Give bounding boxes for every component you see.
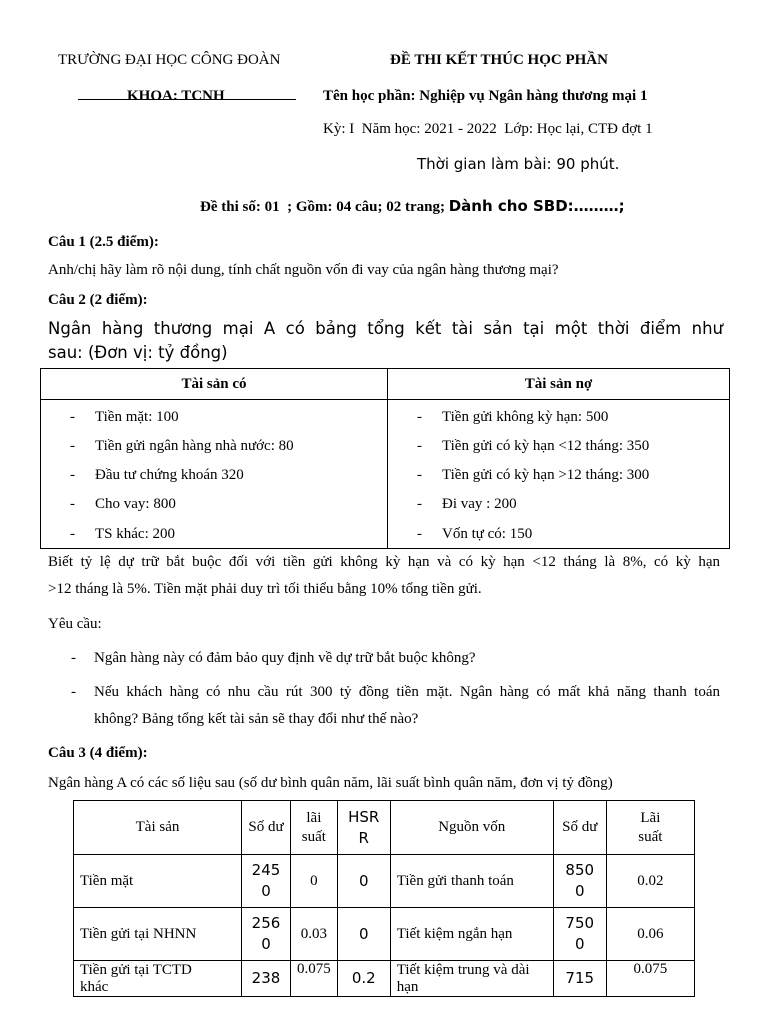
cell-balance2: 750 0 (553, 908, 606, 961)
interest-table (73, 800, 695, 997)
faculty-underline (78, 99, 296, 100)
requirement-2-cont: không? Bảng tổng kết tài sản sẽ thay đổi như thế nào? (94, 711, 419, 727)
header-rate: lãi suất (291, 801, 338, 855)
q1-text: Anh/chị hãy làm rõ nội dung, tính chất nguồn vốn đi vay của ngân hàng thương mại? (48, 262, 559, 278)
cell-balance: 256 0 (242, 908, 291, 961)
q2-intro-line1: Ngân hàng thương mại A có bảng tổng kết tài sản tại một thời điểm như (48, 319, 723, 338)
cell-balance2: 850 0 (553, 855, 606, 908)
header-balance2: Số dư (553, 801, 606, 855)
cell-hsrr: 0 (337, 855, 390, 908)
cell-rate: 0.03 (291, 908, 338, 961)
sbd-label: Dành cho SBD:………; (448, 197, 625, 215)
cell-balance: 245 0 (242, 855, 291, 908)
q2-note-line2: >12 tháng là 5%. Tiền mặt phải duy trì tối thiểu bằng 10% tổng tiền gửi. (48, 581, 482, 597)
q2-note-line1: Biết tỷ lệ dự trữ bắt buộc đối với tiền gửi không kỳ hạn và có kỳ hạn <12 tháng là 8%, có kỳ hạn (48, 554, 720, 570)
assets-cell: - Tiền mặt: 100 - Tiền gửi ngân hàng nhà nước: 80 - Đầu tư chứng khoán 320 - Cho vay: 800 - TS khác: 200 (41, 400, 388, 549)
cell-rate2: 0.075 (606, 961, 694, 997)
cell-rate: 0 (291, 855, 338, 908)
exam-info-line (200, 197, 625, 216)
cell-balance: 238 (242, 961, 291, 997)
course-name: Tên học phần: Nghiệp vụ Ngân hàng thương mại 1 (323, 88, 648, 104)
header-balance: Số dư (242, 801, 291, 855)
q2-title: Câu 2 (2 điểm): (48, 292, 148, 308)
cell-balance2: 715 (553, 961, 606, 997)
cell-source: Tiết kiệm ngắn hạn (390, 908, 553, 961)
cell-source: Tiền gửi thanh toán (390, 855, 553, 908)
cell-source: Tiết kiệm trung và dài hạn (390, 961, 553, 997)
university-name: TRƯỜNG ĐẠI HỌC CÔNG ĐOÀN (58, 52, 281, 68)
exam-duration: Thời gian làm bài: 90 phút. (417, 155, 620, 173)
exam-title: ĐỀ THI KẾT THÚC HỌC PHẦN (390, 52, 608, 68)
balance-sheet-table (40, 368, 730, 549)
header-rate2: Lãi suất (606, 801, 694, 855)
table-row (74, 855, 695, 908)
header-asset: Tài sản (74, 801, 242, 855)
table-row (74, 908, 695, 961)
header-source: Nguồn vốn (390, 801, 553, 855)
cell-hsrr: 0 (337, 908, 390, 961)
col-assets-header: Tài sản có (41, 369, 388, 400)
cell-rate2: 0.06 (606, 908, 694, 961)
q1-title: Câu 1 (2.5 điểm): (48, 234, 159, 250)
term-info: Kỳ: I Năm học: 2021 - 2022 Lớp: Học lại, CTĐ đợt 1 (323, 121, 653, 137)
cell-rate: 0.075 (291, 961, 338, 997)
cell-asset: Tiền gửi tại NHNN (74, 908, 242, 961)
requirements-label: Yêu cầu: (48, 616, 102, 632)
q3-intro: Ngân hàng A có các số liệu sau (số dư bình quân năm, lãi suất bình quân năm, đơn vị tỷ đồng) (48, 775, 613, 791)
header-hsrr: HSR R (337, 801, 390, 855)
cell-hsrr: 0.2 (337, 961, 390, 997)
q3-title: Câu 3 (4 điểm): (48, 745, 148, 761)
cell-rate2: 0.02 (606, 855, 694, 908)
q2-intro-line2: sau: (Đơn vị: tỷ đồng) (48, 343, 228, 362)
table-row (74, 961, 695, 997)
col-liabilities-header: Tài sản nợ (388, 369, 730, 400)
cell-asset: Tiền mặt (74, 855, 242, 908)
cell-asset: Tiền gửi tại TCTD khác (74, 961, 242, 997)
exam-info: Đề thi số: 01 ; Gồm: 04 câu; 02 trang; (200, 199, 445, 215)
faculty-name: KHOA: TCNH (127, 88, 225, 104)
liabilities-cell: - Tiền gửi không kỳ hạn: 500 - Tiền gửi có kỳ hạn <12 tháng: 350 - Tiền gửi có kỳ hạn >12 tháng: 300 - Đi vay : 200 - Vốn tự có: 150 (388, 400, 730, 549)
